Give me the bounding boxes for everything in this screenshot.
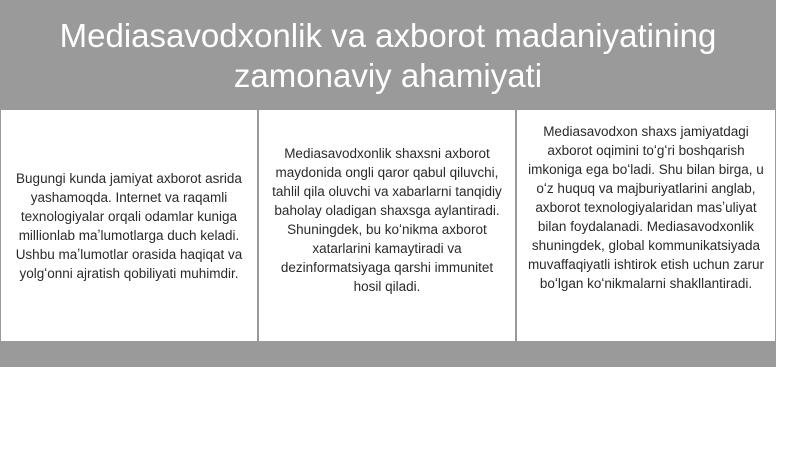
cell-1-text: Bugungi kunda jamiyat axborot asrida yashamoqda. Internet va raqamli texnologiyalar orqali odamlar kuniga millionlab maʼlumotlarga duch keladi. Ushbu maʼlumotlar orasida haqiqat va yolgʻonni ajratish qobiliyati muhimdir. (15, 170, 243, 281)
cell-2-text: Mediasavodxonlik shaxsni axborot maydonida ongli qaror qabul qiluvchi, tahlil qila oluvchi va xabarlarni tanqidiy baholay oladigan shaxsga aylantiradi. Shuningdek, bu koʻnikma axborot xatarlarini kamaytiradi va dezinformatsiyaga qarshi immunitet hosil qiladi. (272, 146, 502, 294)
table-cell-2 (259, 110, 515, 341)
slide-title: Mediasavodxonlik va axborot madaniyatining zamonaviy ahamiyati (59, 17, 717, 94)
cell-3-text: Mediasavodxon shaxs jamiyatdagi axborot oqimini toʻgʻri boshqarish imkoniga ega boʻladi. Shu bilan birga, u oʻz huquq va majburiyatlarini anglab, axborot texnologiyalaridan masʼuliyat bilan foydalanadi. Mediasavodxonlik shuningdek, global kommunikatsiyada muvaffaqiyatli ishtirok etish uchun zarur boʻlgan koʻnikmalarni shakllantiradi. (527, 124, 765, 291)
table-cell-3 (517, 110, 775, 341)
footer-band (0, 343, 776, 367)
title-banner (0, 0, 776, 108)
content-table (1, 110, 775, 341)
table-cell-1 (1, 110, 257, 341)
